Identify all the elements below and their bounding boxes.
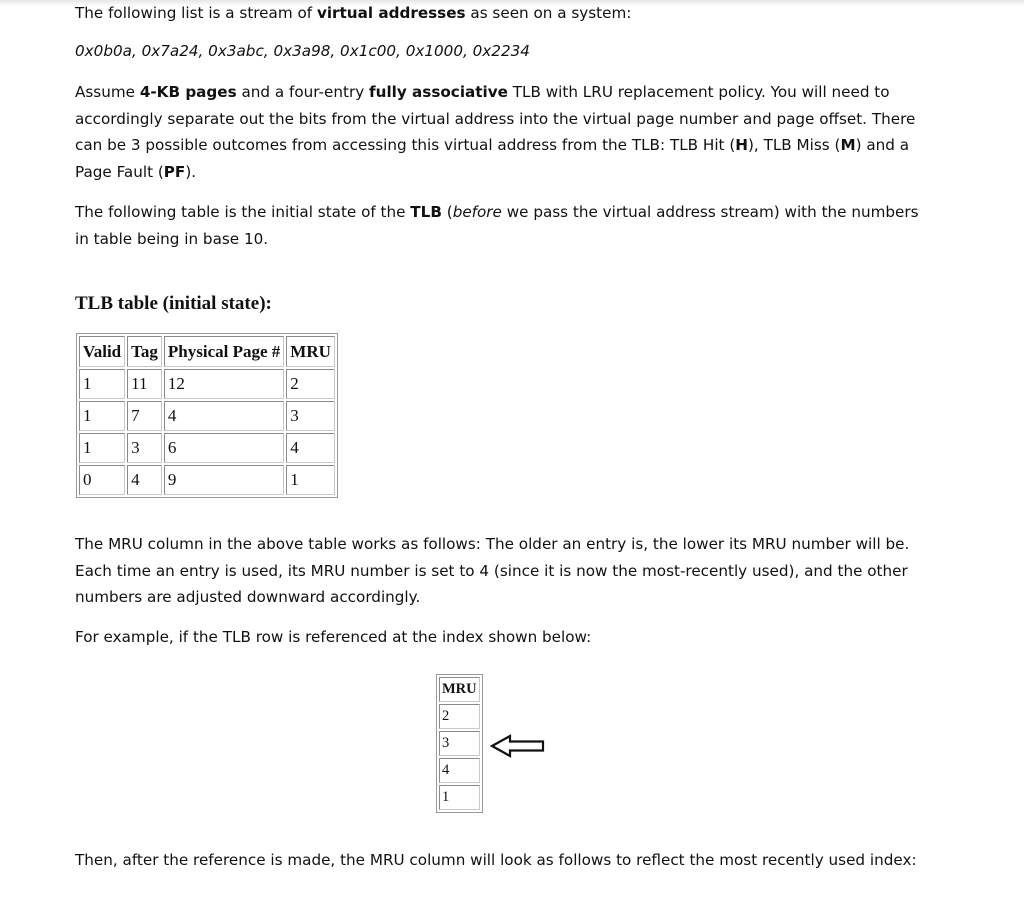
assume-text-1: Assume bbox=[75, 83, 140, 101]
after-reference-paragraph: Then, after the reference is made, the MRU column will look as follows to reflect the most recently used index: bbox=[75, 851, 917, 869]
assume-text-2: and a four-entry bbox=[236, 83, 370, 101]
tlb-table-title: TLB table (initial state): bbox=[75, 293, 272, 314]
table-row bbox=[439, 704, 480, 729]
initial-text-1: The following table is the initial state of the bbox=[75, 203, 411, 221]
physical-page-cell: 12 bbox=[164, 369, 284, 399]
assume-bold-1: 4-KB pages bbox=[139, 83, 237, 101]
assume-bold-2: fully associative bbox=[369, 83, 508, 101]
assume-text-6: ). bbox=[185, 162, 197, 181]
intro-text-end: as seen on a system: bbox=[465, 4, 632, 22]
mru-example-cell: 3 bbox=[439, 731, 480, 756]
tag-cell: 7 bbox=[127, 401, 162, 431]
mru-example-header-row bbox=[439, 677, 480, 702]
intro-line bbox=[75, 0, 925, 27]
intro-bold: virtual addresses bbox=[316, 4, 466, 22]
assumption-paragraph bbox=[75, 79, 925, 185]
physical-page-cell: 6 bbox=[164, 433, 284, 463]
assume-text-3: TLB with LRU replacement policy. You will need to accordingly separate out the bits from the virtual address into the virtual page number and page offset. There can be 3 possible outcomes from accessing this virtual address from the TLB: TLB Hit ( bbox=[75, 83, 916, 154]
assume-bold-3: H bbox=[735, 136, 748, 154]
col-mru-header: MRU bbox=[286, 336, 335, 367]
mru-example-cell: 4 bbox=[439, 758, 480, 783]
initial-text-3: we pass the virtual address stream) with the numbers in table being in base 10. bbox=[75, 203, 919, 248]
valid-cell: 0 bbox=[79, 465, 125, 495]
intro-text: The following list is a stream of bbox=[75, 4, 317, 22]
table-row bbox=[439, 785, 480, 810]
mru-example-cell: 1 bbox=[439, 785, 480, 810]
mru-cell: 2 bbox=[286, 369, 335, 399]
tag-cell: 3 bbox=[127, 433, 162, 463]
table-row bbox=[79, 433, 335, 463]
table-row bbox=[439, 731, 480, 756]
address-stream: 0x0b0a, 0x7a24, 0x3abc, 0x3a98, 0x1c00, 0x1000, 0x2234 bbox=[75, 42, 530, 60]
initial-state-paragraph bbox=[75, 199, 925, 252]
tlb-table bbox=[76, 333, 338, 498]
table-row bbox=[439, 758, 480, 783]
col-valid-header: Valid bbox=[79, 336, 125, 367]
mru-example-table bbox=[436, 674, 483, 813]
example-intro: For example, if the TLB row is referenced at the index shown below: bbox=[75, 628, 592, 646]
valid-cell: 1 bbox=[79, 401, 125, 431]
assume-text-4: ), TLB Miss ( bbox=[747, 136, 841, 154]
table-row bbox=[79, 369, 335, 399]
initial-text-2: ( bbox=[441, 203, 453, 221]
col-physical-page-header: Physical Page # bbox=[164, 336, 284, 367]
initial-bold-1: TLB bbox=[410, 203, 442, 221]
physical-page-cell: 9 bbox=[164, 465, 284, 495]
physical-page-cell: 4 bbox=[164, 401, 284, 431]
initial-italic-1: before bbox=[452, 203, 502, 221]
assume-bold-4: M bbox=[840, 136, 856, 154]
col-tag-header: Tag bbox=[127, 336, 162, 367]
left-arrow-icon bbox=[490, 734, 546, 758]
mru-cell: 3 bbox=[286, 401, 335, 431]
mru-cell: 1 bbox=[286, 465, 335, 495]
tag-cell: 11 bbox=[127, 369, 162, 399]
table-row bbox=[79, 401, 335, 431]
valid-cell: 1 bbox=[79, 369, 125, 399]
assume-text-5: ) and a Page Fault ( bbox=[75, 136, 910, 181]
mru-cell: 4 bbox=[286, 433, 335, 463]
table-row bbox=[79, 465, 335, 495]
tlb-header-row bbox=[79, 336, 335, 367]
mru-explanation: The MRU column in the above table works as follows: The older an entry is, the lower its MRU number will be. Each time an entry is used, its MRU number is set to 4 (since it is now the most-recently used), and the other numbers are adjusted downward accordingly. bbox=[75, 535, 910, 606]
mru-example-header: MRU bbox=[439, 677, 480, 702]
mru-example-cell: 2 bbox=[439, 704, 480, 729]
tag-cell: 4 bbox=[127, 465, 162, 495]
valid-cell: 1 bbox=[79, 433, 125, 463]
assume-bold-5: PF bbox=[163, 162, 186, 181]
